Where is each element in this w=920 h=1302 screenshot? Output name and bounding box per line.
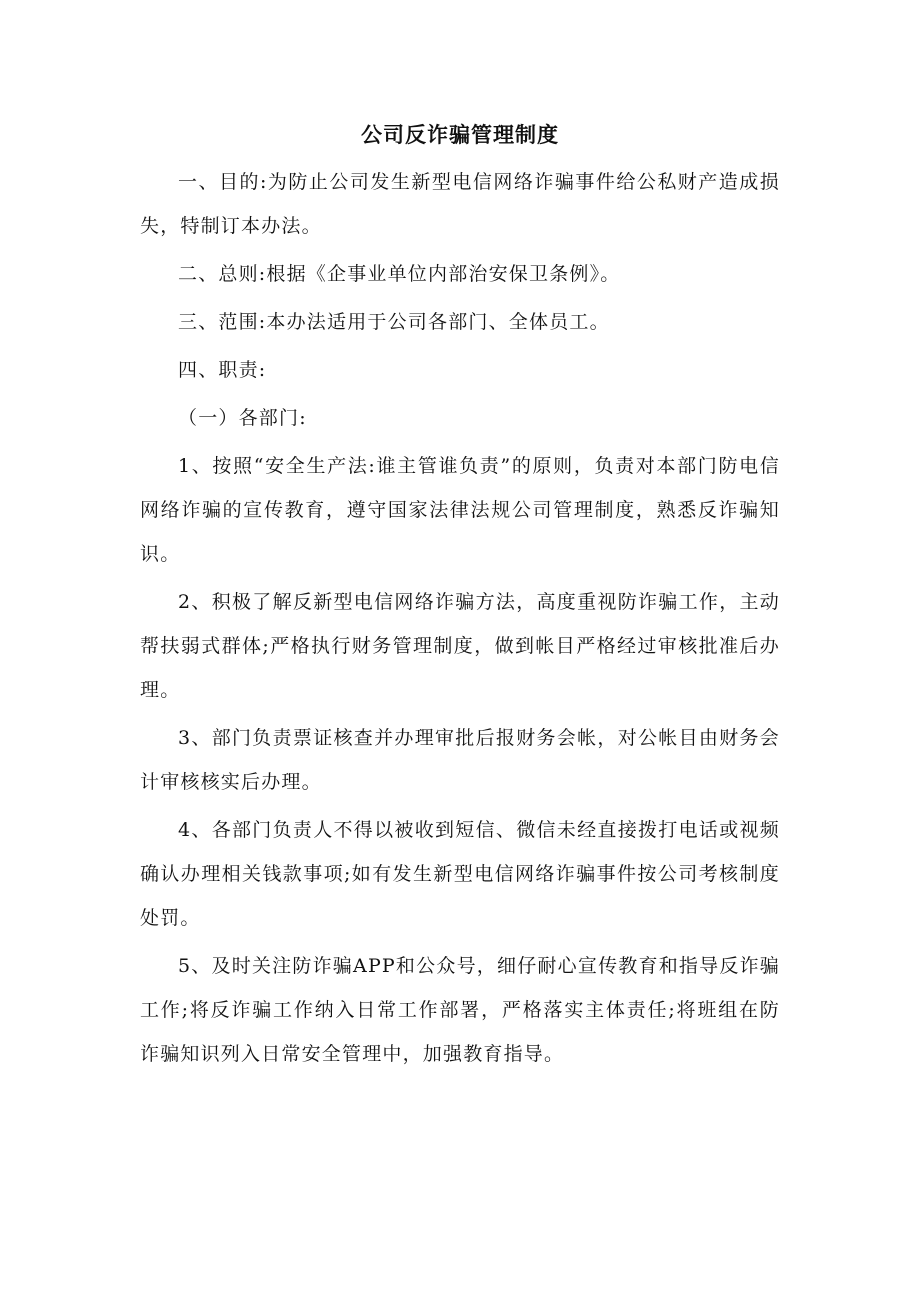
paragraph-duties-heading: 四、职责: — [178, 359, 267, 381]
paragraph-general-rules: 二、总则:根据《企事业单位内部治安保卫条例》。 — [178, 263, 621, 285]
paragraph-item-2: 2、积极了解反新型电信网络诈骗方法，高度重视防诈骗工作，主动帮扶弱式群体;严格执行财务管理制度，做到帐目严格经过审核批准后办理。 — [140, 591, 780, 701]
document-body — [140, 116, 780, 1080]
paragraph-item-1: 1、按照“安全生产法:谁主管谁负责”的原则，负责对本部门防电信网络诈骗的宣传教育，遵守国家法律法规公司管理制度，熟悉反诈骗知识。 — [140, 455, 780, 565]
paragraph-item-4: 4、各部门负责人不得以被收到短信、微信未经直接拨打电话或视频确认办理相关钱款事项;如有发生新型电信网络诈骗事件按公司考核制度处罚。 — [140, 819, 780, 929]
paragraph-departments-heading: （一）各部门: — [178, 407, 307, 429]
document-title: 公司反诈骗管理制度 — [361, 123, 559, 147]
paragraph-item-5: 5、及时关注防诈骗APP和公众号，细仔耐心宣传教育和指导反诈骗工作;将反诈骗工作纳入日常工作部署，严格落实主体责任;将班组在防诈骗知识列入日常安全管理中，加强教育指导。 — [140, 955, 780, 1065]
paragraph-item-3: 3、部门负责票证核查并办理审批后报财务会帐，对公帐目由财务会计审核核实后办理。 — [140, 727, 780, 793]
paragraph-scope: 三、范围:本办法适用于公司各部门、全体员工。 — [178, 311, 610, 333]
paragraph-purpose: 一、目的:为防止公司发生新型电信网络诈骗事件给公私财产造成损失，特制订本办法。 — [140, 171, 780, 237]
